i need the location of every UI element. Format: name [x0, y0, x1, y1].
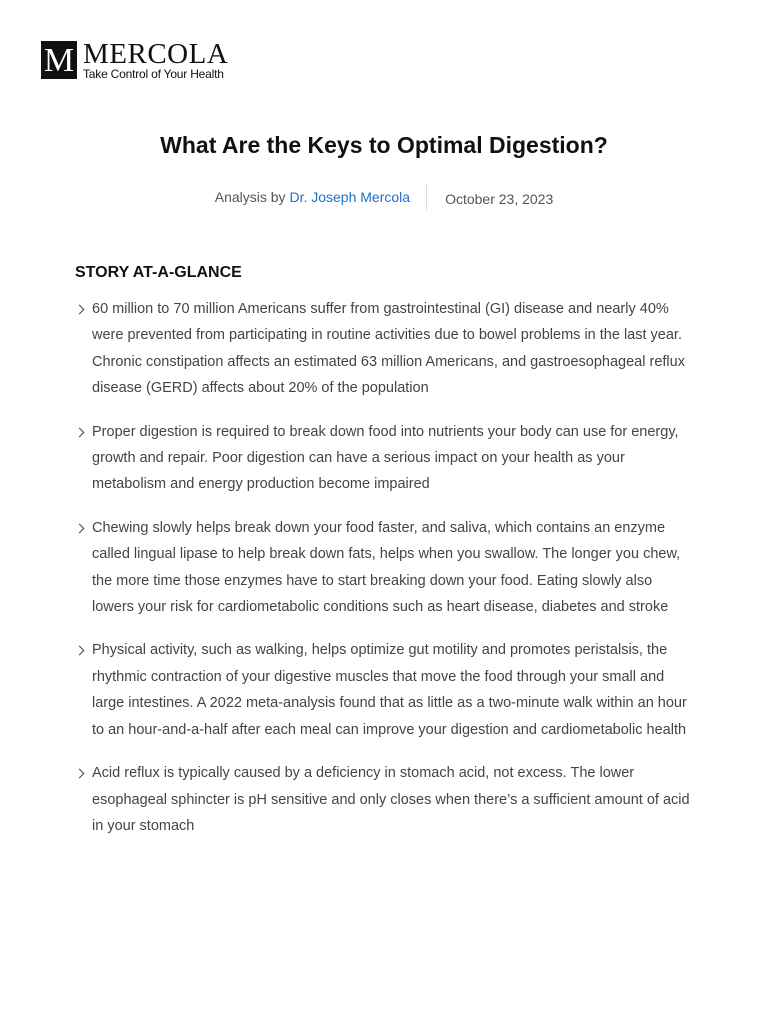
chevron-right-icon	[75, 523, 85, 533]
logo-text	[83, 38, 229, 81]
article-title: What Are the Keys to Optimal Digestion?	[160, 132, 608, 158]
publish-date: October 23, 2023	[445, 191, 554, 207]
story-item-text: Acid reflux is typically caused by a deficiency in stomach acid, not excess. The lower esophageal sphincter is pH sensitive and only closes when there’s a sufficient amount of acid in your stomach	[92, 765, 690, 834]
story-list	[75, 296, 695, 856]
story-item	[75, 760, 695, 839]
story-item	[75, 637, 695, 743]
byline-prefix: Analysis by	[214, 189, 290, 205]
chevron-right-icon	[75, 769, 85, 779]
logo-tagline: Take Control of Your Health	[83, 67, 224, 81]
story-item-text: Physical activity, such as walking, helps optimize gut motility and promotes peristalsis, the rhythmic contraction of your digestive muscles that move the food through your small and large intestines. A 2022 meta-analysis found that as little as a two-minute walk within an hour to an hour-and-a-half after each meal can improve your digestion and cardiometabolic health	[92, 642, 687, 738]
story-item	[75, 419, 695, 498]
chevron-right-icon	[75, 305, 85, 315]
story-heading: STORY AT-A-GLANCE	[75, 264, 242, 281]
story-item	[75, 296, 695, 402]
logo-mark: M	[41, 41, 77, 79]
story-item-text: Chewing slowly helps break down your food faster, and saliva, which contains an enzyme called lingual lipase to help break down fats, helps when you swallow. The longer you chew, the more time those enzymes have to start breaking down your food. Eating slowly also lowers your risk for cardiometabolic conditions such as heart disease, diabetes and stroke	[92, 519, 681, 616]
byline	[0, 184, 768, 210]
author-link[interactable]: Dr. Joseph Mercola	[289, 189, 411, 205]
byline-author-wrap	[215, 189, 426, 205]
chevron-right-icon	[75, 646, 85, 656]
story-item-text: 60 million to 70 million Americans suffer from gastrointestinal (GI) disease and nearly 40% were prevented from participating in routine activities due to bowel problems in the last year. Chronic constipation affects an estimated 63 million Americans, and gastroesophageal reflux disease (GERD) affects about 20% of the population	[92, 301, 685, 397]
logo-name: MERCOLA	[83, 38, 229, 70]
story-item-text: Proper digestion is required to break down food into nutrients your body can use for energy, growth and repair. Poor digestion can have a serious impact on your health as your metabolism and energy production become impaired	[92, 423, 679, 493]
story-item	[75, 515, 695, 621]
site-logo[interactable]	[41, 38, 229, 81]
chevron-right-icon	[75, 427, 85, 437]
